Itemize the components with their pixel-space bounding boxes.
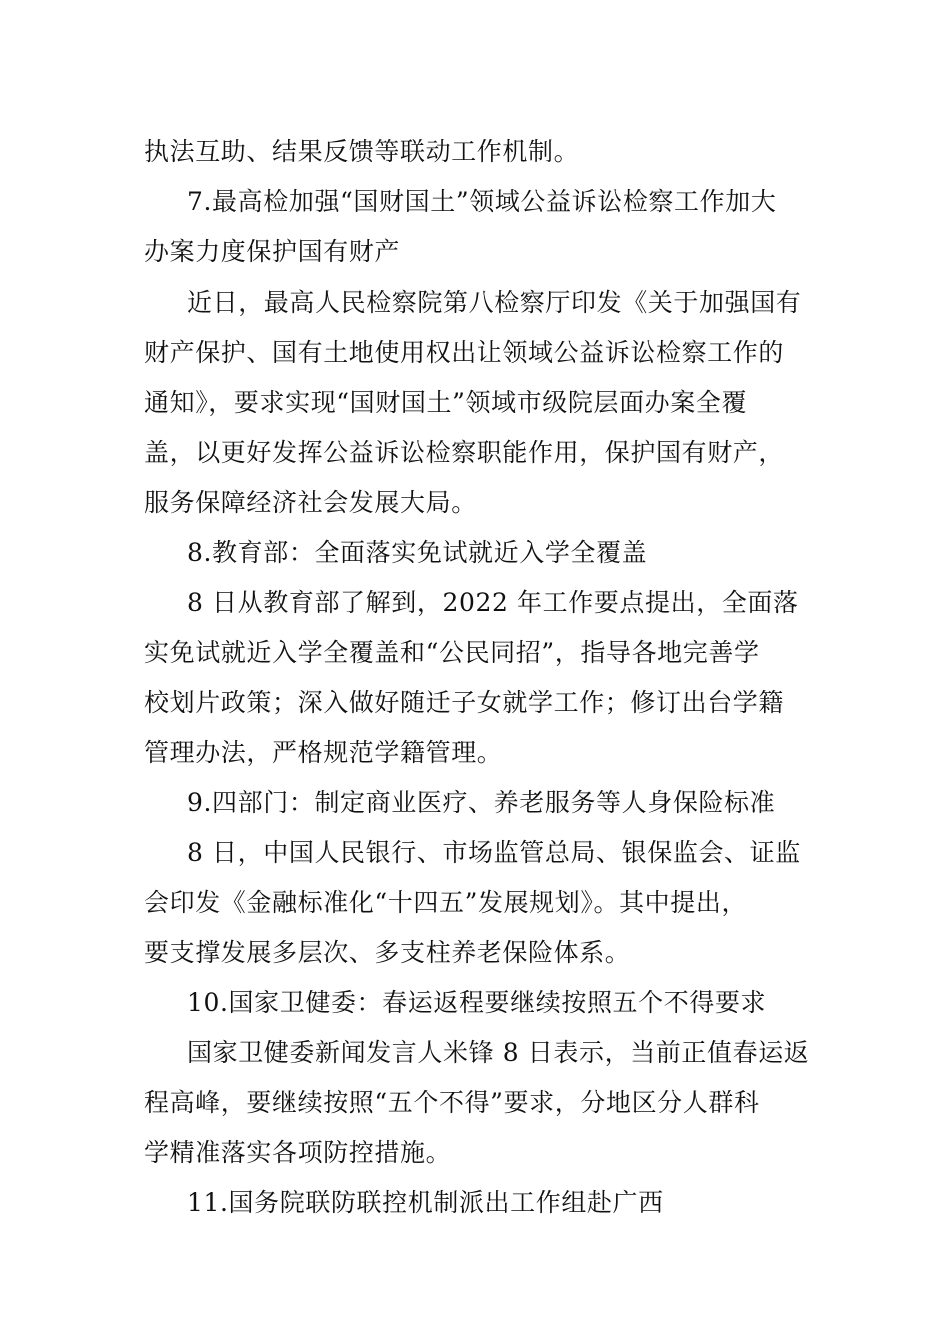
section-heading: 10.国家卫健委：春运返程要继续按照五个不得要求 xyxy=(187,988,767,1017)
section-heading: 9.四部门：制定商业医疗、养老服务等人身保险标准 xyxy=(187,788,776,817)
body-line: 通知》，要求实现“国财国土”领域市级院层面办案全覆 xyxy=(144,388,748,417)
body-line: 服务保障经济社会发展大局。 xyxy=(144,488,477,517)
body-line: 管理办法，严格规范学籍管理。 xyxy=(144,738,503,767)
body-line: 要支撑发展多层次、多支柱养老保险体系。 xyxy=(144,938,631,967)
body-line: 近日，最高人民检察院第八检察厅印发《关于加强国有 xyxy=(187,288,802,317)
body-line: 程高峰，要继续按照“五个不得”要求，分地区分人群科 xyxy=(144,1088,760,1117)
section-heading: 7.最高检加强“国财国土”领域公益诉讼检察工作加大 xyxy=(187,187,777,216)
body-line: 会印发《金融标准化“十四五”发展规划》。其中提出， xyxy=(144,888,748,917)
section-heading: 11.国务院联防联控机制派出工作组赴广西 xyxy=(187,1188,664,1217)
body-line: 财产保护、国有土地使用权出让领域公益诉讼检察工作的 xyxy=(144,338,785,367)
body-line: 学精准落实各项防控措施。 xyxy=(144,1138,452,1167)
body-line: 实免试就近入学全覆盖和“公民同招”，指导各地完善学 xyxy=(144,638,760,667)
body-line: 8 日从教育部了解到，2022 年工作要点提出，全面落 xyxy=(187,588,799,617)
body-line: 盖，以更好发挥公益诉讼检察职能作用，保护国有财产， xyxy=(144,438,785,467)
section-heading: 8.教育部：全面落实免试就近入学全覆盖 xyxy=(187,538,648,567)
section-heading-continued: 办案力度保护国有财产 xyxy=(144,237,401,266)
body-line: 国家卫健委新闻发言人米锋 8 日表示，当前正值春运返 xyxy=(187,1038,810,1067)
body-line: 8 日，中国人民银行、市场监管总局、银保监会、证监 xyxy=(187,838,801,867)
body-line: 执法互助、结果反馈等联动工作机制。 xyxy=(144,137,580,166)
body-line: 校划片政策；深入做好随迁子女就学工作；修订出台学籍 xyxy=(144,688,785,717)
